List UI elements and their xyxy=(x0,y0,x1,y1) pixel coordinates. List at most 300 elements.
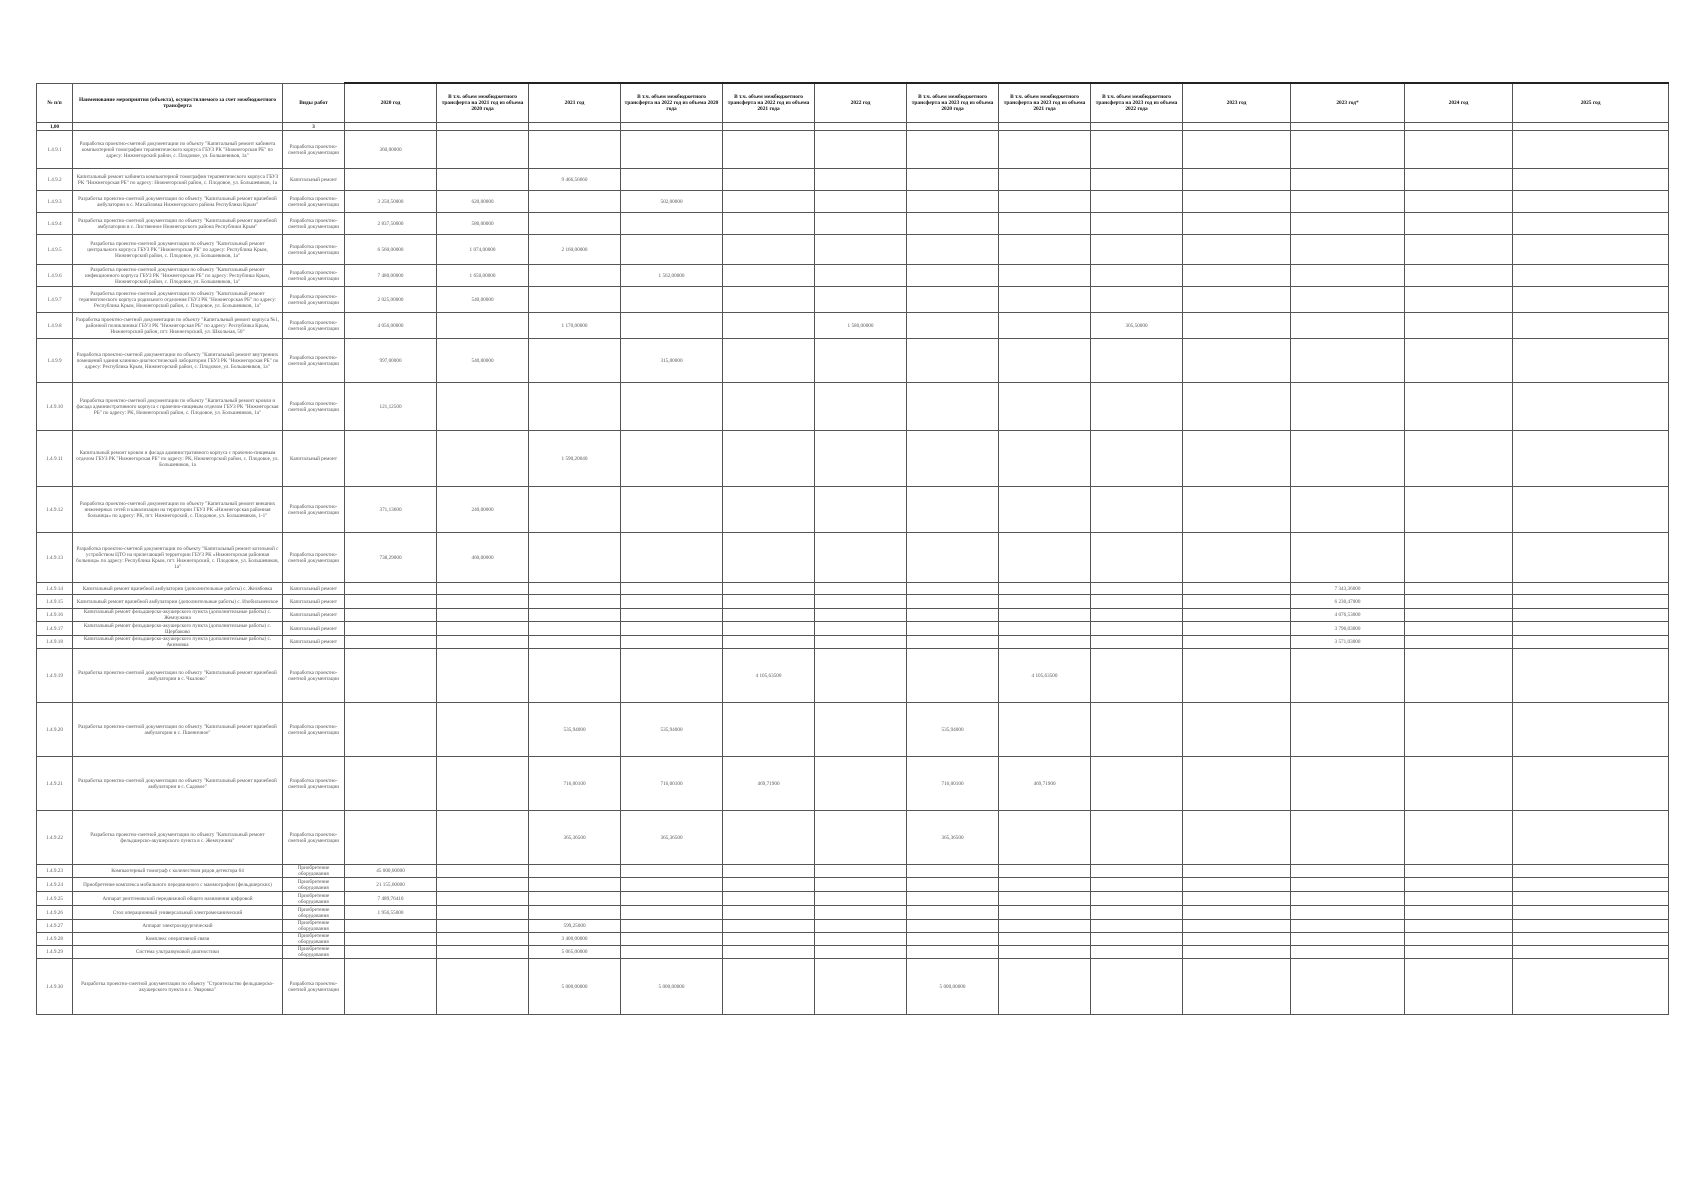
row-value xyxy=(1405,431,1513,487)
row-value xyxy=(999,213,1091,235)
row-value xyxy=(1405,265,1513,287)
row-value xyxy=(1291,757,1405,811)
row-value xyxy=(999,609,1091,622)
row-value xyxy=(1183,636,1291,649)
row-value xyxy=(1513,622,1669,636)
row-name: Разработка проектно-сметной документации по объекту "Строительство фельдшерско-акушерского пункта в с. Уваровка" xyxy=(73,959,283,1015)
row-value xyxy=(1513,906,1669,920)
row-value xyxy=(999,191,1091,213)
row-value xyxy=(1291,265,1405,287)
row-value: 6 560,00000 xyxy=(345,235,437,265)
col-type-header: Виды работ xyxy=(283,83,345,123)
row-value xyxy=(907,169,999,191)
row-name: Разработка проектно-сметной документации по объекту "Капитальный ремонт инфекционного корпуса ГБУЗ РК "Нижнегорская РБ" по адресу: Республика Крым, Нижнегорский район, с. Плодовое, ул. Большевиков, 1а" xyxy=(73,265,283,287)
row-value xyxy=(621,383,723,431)
row-value xyxy=(815,636,907,649)
table-row xyxy=(37,583,1669,595)
row-value xyxy=(345,609,437,622)
row-value xyxy=(999,892,1091,906)
table-row xyxy=(37,906,1669,920)
row-value xyxy=(1291,811,1405,865)
row-value xyxy=(999,933,1091,946)
row-value xyxy=(437,595,529,609)
row-value xyxy=(345,920,437,933)
row-name: Капитальный ремонт врачебной амбулатории (дополнительные работы) с. Желябовка xyxy=(73,583,283,595)
row-value xyxy=(1091,169,1183,191)
row-number: 1.4.9.7 xyxy=(37,287,73,313)
row-value xyxy=(723,811,815,865)
row-value xyxy=(815,583,907,595)
row-name: Капитальный ремонт кровли и фасада административного корпуса с прачечно-пищевым отделом ГБУЗ РК "Нижнегорская РБ" по адресу: РК, Нижнегорский район, с. Плодовое, ул. Большевиков, 1а xyxy=(73,431,283,487)
row-number: 1.4.9.23 xyxy=(37,865,73,878)
row-value xyxy=(529,191,621,213)
row-value xyxy=(1291,169,1405,191)
table-row xyxy=(37,339,1669,383)
row-name: Стол операционный универсальный электромеханический xyxy=(73,906,283,920)
col-incl2023b-header: В т.ч. объем межбюджетного трансферта на 2023 год из объема 2021 года xyxy=(999,83,1091,123)
row-value xyxy=(1405,383,1513,431)
budget-table-sheet xyxy=(36,78,1668,1015)
row-work-type: Разработка проектно-сметной документации xyxy=(283,287,345,313)
row-value xyxy=(529,649,621,703)
row-name: Разработка проектно-сметной документации по объекту "Капитальный ремонт корпуса №1, районной поликлиники ГБУЗ РК "Нижнегорская РБ" по адресу: Республика Крым, Нижнегорский район, пгт. Нижнегорский, ул. Школьная, 50" xyxy=(73,313,283,339)
row-value xyxy=(1183,609,1291,622)
row-value xyxy=(1405,583,1513,595)
row-value xyxy=(437,906,529,920)
row-value xyxy=(529,878,621,892)
row-value xyxy=(621,878,723,892)
row-value xyxy=(529,636,621,649)
row-value xyxy=(345,636,437,649)
row-value xyxy=(1291,533,1405,583)
row-value xyxy=(1183,946,1291,959)
row-value xyxy=(999,487,1091,533)
table-row xyxy=(37,811,1669,865)
row-work-type: Разработка проектно-сметной документации xyxy=(283,959,345,1015)
row-name: Разработка проектно-сметной документации по объекту "Капитальный ремонт внутренних помещений здания клинико-диагностической лаборатории ГБУЗ РК "Нижнегорская РБ" по адресу: Республика Крым, Нижнегорский район, с. Плодовое, ул. Большевиков, 1а" xyxy=(73,339,283,383)
row-value xyxy=(907,431,999,487)
row-value xyxy=(1405,636,1513,649)
row-value xyxy=(1291,959,1405,1015)
row-value xyxy=(723,169,815,191)
row-value xyxy=(999,265,1091,287)
row-number: 1.4.9.16 xyxy=(37,609,73,622)
row-name: Разработка проектно-сметной документации по объекту "Капитальный ремонт врачебной амбулатории в с. Садовое" xyxy=(73,757,283,811)
row-value xyxy=(723,383,815,431)
row-value xyxy=(999,533,1091,583)
row-value xyxy=(999,383,1091,431)
row-value xyxy=(1291,892,1405,906)
row-value: 3 571,03000 xyxy=(1291,636,1405,649)
row-value xyxy=(815,487,907,533)
row-value: 1 650,00000 xyxy=(437,265,529,287)
row-value xyxy=(437,169,529,191)
row-value xyxy=(1405,213,1513,235)
row-work-type: Приобретение оборудования xyxy=(283,865,345,878)
row-value xyxy=(1405,649,1513,703)
row-value xyxy=(1091,487,1183,533)
row-value xyxy=(815,383,907,431)
row-value xyxy=(437,636,529,649)
row-work-type: Разработка проектно-сметной документации xyxy=(283,313,345,339)
row-name: Разработка проектно-сметной документации по объекту "Капитальный ремонт внешних инженерных сетей и канализации на территории ГБУЗ РК «Нижнегорская районная больница» по адресу: РК, пгт. Нижнегорский, с. Плодовое, ул. Большевиков, 1-1" xyxy=(73,487,283,533)
row-value xyxy=(723,313,815,339)
row-value xyxy=(723,265,815,287)
row-value xyxy=(1183,265,1291,287)
row-work-type: Разработка проектно-сметной документации xyxy=(283,131,345,169)
row-value xyxy=(723,892,815,906)
row-value xyxy=(815,946,907,959)
row-number: 1.4.9.22 xyxy=(37,811,73,865)
row-value: 3 250,50000 xyxy=(345,191,437,213)
row-value xyxy=(1405,878,1513,892)
row-value xyxy=(1183,287,1291,313)
row-value xyxy=(815,920,907,933)
row-name: Разработка проектно-сметной документации по объекту "Капитальный ремонт врачебной амбулатории в с. Лиственное Нижнегорского района Республики Крым" xyxy=(73,213,283,235)
row-value xyxy=(1183,487,1291,533)
row-value: 997,00000 xyxy=(345,339,437,383)
table-row xyxy=(37,959,1669,1015)
row-value xyxy=(1183,595,1291,609)
row-number: 1.4.9.13 xyxy=(37,533,73,583)
row-value xyxy=(529,339,621,383)
row-value xyxy=(621,649,723,703)
row-value xyxy=(907,383,999,431)
col-2020-header: 2020 год xyxy=(345,83,437,123)
row-value xyxy=(1405,169,1513,191)
row-value: 535,94000 xyxy=(907,703,999,757)
row-value: 540,00000 xyxy=(437,339,529,383)
row-value xyxy=(529,287,621,313)
row-number: 1.4.9.3 xyxy=(37,191,73,213)
row-value: 2 160,00000 xyxy=(529,235,621,265)
row-value xyxy=(1291,383,1405,431)
row-value xyxy=(907,533,999,583)
table-row xyxy=(37,609,1669,622)
row-value xyxy=(437,703,529,757)
row-value xyxy=(1513,946,1669,959)
row-value: 716,00100 xyxy=(529,757,621,811)
col-2023-header: 2023 год xyxy=(1183,83,1291,123)
row-value xyxy=(621,609,723,622)
row-name: Аппарат электрохирургический xyxy=(73,920,283,933)
row-value xyxy=(1291,213,1405,235)
col-incl2023a-header: В т.ч. объем межбюджетного трансферта на 2023 год из объема 2020 года xyxy=(907,83,999,123)
row-value xyxy=(1405,811,1513,865)
row-value: 469,71900 xyxy=(999,757,1091,811)
col-incl2022b-header: В т.ч. объем межбюджетного трансферта на 2022 год из объема 2021 года xyxy=(723,83,815,123)
col-incl2022a-header: В т.ч. объем межбюджетного трансферта на 2022 год из объема 2020 года xyxy=(621,83,723,123)
row-value: 365,36500 xyxy=(529,811,621,865)
row-value xyxy=(1183,313,1291,339)
row-value xyxy=(999,636,1091,649)
row-value xyxy=(723,920,815,933)
row-value: 365,36500 xyxy=(621,811,723,865)
row-value xyxy=(529,583,621,595)
row-work-type: Разработка проектно-сметной документации xyxy=(283,235,345,265)
row-value xyxy=(999,287,1091,313)
table-row xyxy=(37,131,1669,169)
table-row xyxy=(37,622,1669,636)
row-value xyxy=(1513,131,1669,169)
row-value xyxy=(1091,636,1183,649)
row-name: Разработка проектно-сметной документации по объекту "Капитальный ремонт врачебной амбулатории в с. Пшеничное" xyxy=(73,703,283,757)
row-value xyxy=(815,595,907,609)
row-value xyxy=(1513,609,1669,622)
row-value: 5 000,00000 xyxy=(621,959,723,1015)
row-value xyxy=(1513,865,1669,878)
row-value: 9 466,56660 xyxy=(529,169,621,191)
row-value xyxy=(723,636,815,649)
row-value xyxy=(1291,487,1405,533)
row-value xyxy=(345,946,437,959)
row-value xyxy=(1291,287,1405,313)
row-value xyxy=(815,169,907,191)
header-row xyxy=(37,83,1669,123)
row-value xyxy=(529,906,621,920)
row-name: Разработка проектно-сметной документации по объекту "Капитальный ремонт центрального корпуса ГБУЗ РК "Нижнегорская РБ" по адресу: Республика Крым, Нижнегорский район, с. Плодовое, ул. Большевиков, 1а" xyxy=(73,235,283,265)
row-value xyxy=(1405,892,1513,906)
row-name: Разработка проектно-сметной документации по объекту "Капитальный ремонт врачебной амбулатории в с. Чкалово" xyxy=(73,649,283,703)
row-value xyxy=(621,892,723,906)
row-value xyxy=(723,131,815,169)
row-value xyxy=(1183,906,1291,920)
row-value xyxy=(723,339,815,383)
row-value: 7 480,00000 xyxy=(345,265,437,287)
row-value xyxy=(1091,265,1183,287)
row-value xyxy=(815,131,907,169)
row-value: 535,94000 xyxy=(621,703,723,757)
row-value xyxy=(815,878,907,892)
row-value: 1 074,00000 xyxy=(437,235,529,265)
row-value xyxy=(815,959,907,1015)
row-value xyxy=(815,235,907,265)
row-value xyxy=(723,583,815,595)
row-value xyxy=(907,487,999,533)
row-work-type: Приобретение оборудования xyxy=(283,892,345,906)
row-value xyxy=(999,811,1091,865)
row-value xyxy=(815,431,907,487)
row-number: 1.4.9.30 xyxy=(37,959,73,1015)
row-value xyxy=(1183,865,1291,878)
row-value xyxy=(723,906,815,920)
row-value: 2 837,50000 xyxy=(345,213,437,235)
row-work-type: Разработка проектно-сметной документации xyxy=(283,265,345,287)
row-number: 1.4.9.10 xyxy=(37,383,73,431)
row-value xyxy=(723,878,815,892)
row-value xyxy=(815,892,907,906)
table-row xyxy=(37,169,1669,191)
row-value xyxy=(1091,865,1183,878)
table-row xyxy=(37,533,1669,583)
row-value xyxy=(1513,583,1669,595)
row-value xyxy=(907,946,999,959)
row-value xyxy=(529,265,621,287)
row-value xyxy=(1513,757,1669,811)
row-value xyxy=(437,609,529,622)
row-value xyxy=(1183,959,1291,1015)
row-value xyxy=(723,865,815,878)
row-value xyxy=(1405,703,1513,757)
row-value: 580,00000 xyxy=(437,213,529,235)
row-value xyxy=(1405,339,1513,383)
row-value xyxy=(1291,703,1405,757)
table-body xyxy=(37,131,1669,1015)
row-value xyxy=(1183,191,1291,213)
row-value xyxy=(1513,920,1669,933)
row-value xyxy=(907,933,999,946)
row-value xyxy=(907,636,999,649)
row-value: 371,13600 xyxy=(345,487,437,533)
row-value xyxy=(1091,583,1183,595)
row-name: Капитальный ремонт фельдшерско-акушерского пункта (дополнительные работы) с. Щербаково xyxy=(73,622,283,636)
row-value xyxy=(1091,431,1183,487)
row-value xyxy=(999,235,1091,265)
row-value xyxy=(437,878,529,892)
row-name: Разработка проектно-сметной документации по объекту "Капитальный ремонт котельной с устройством ЦТО на прилегающей территории ГБУЗ РК «Нижнегорская районная больница» по адресу: Республика Крым, пгт. Нижнегорский, с. Плодовое, ул. Большевиков, 1а" xyxy=(73,533,283,583)
row-value xyxy=(345,595,437,609)
row-value xyxy=(1091,191,1183,213)
row-work-type: Приобретение оборудования xyxy=(283,946,345,959)
row-value xyxy=(345,431,437,487)
row-value xyxy=(1513,892,1669,906)
row-value xyxy=(621,131,723,169)
row-number: 1.4.9.2 xyxy=(37,169,73,191)
row-number: 1.4.9.12 xyxy=(37,487,73,533)
row-value xyxy=(723,235,815,265)
row-value xyxy=(1091,213,1183,235)
row-number: 1.4.9.14 xyxy=(37,583,73,595)
row-work-type: Капитальный ремонт xyxy=(283,583,345,595)
row-value xyxy=(345,959,437,1015)
row-value xyxy=(1513,191,1669,213)
row-value: 4 105,63500 xyxy=(999,649,1091,703)
row-work-type: Капитальный ремонт xyxy=(283,636,345,649)
row-value xyxy=(621,235,723,265)
col-2024-header: 2024 год xyxy=(1405,83,1513,123)
row-value xyxy=(1091,649,1183,703)
col-incl2023c-header: В т.ч. объем межбюджетного трансферта на 2023 год из объема 2022 года xyxy=(1091,83,1183,123)
row-name: Аппарат рентгеновский передвижной общего назначения цифровой xyxy=(73,892,283,906)
row-value xyxy=(723,946,815,959)
table-row xyxy=(37,946,1669,959)
row-value xyxy=(437,757,529,811)
row-value xyxy=(1183,213,1291,235)
row-work-type: Разработка проектно-сметной документации xyxy=(283,703,345,757)
row-name: Разработка проектно-сметной документации по объекту "Капитальный ремонт терапевтического корпуса родильного отделения ГБУЗ РК "Нижнегорская РБ" по адресу: Республика Крым, Нижнегорский район, с. Плодовое, ул. Большевиков, 1а" xyxy=(73,287,283,313)
row-value: 716,00100 xyxy=(621,757,723,811)
row-value: 1 170,00000 xyxy=(529,313,621,339)
table-row xyxy=(37,191,1669,213)
row-value xyxy=(723,287,815,313)
row-value xyxy=(1513,649,1669,703)
row-name: Капитальный ремонт врачебной амбулатории (дополнительные работы) с. Изобильненское xyxy=(73,595,283,609)
row-value xyxy=(999,595,1091,609)
row-value: 535,94000 xyxy=(529,703,621,757)
row-value xyxy=(621,906,723,920)
numbering-cell-3: 3 xyxy=(283,123,345,131)
row-value xyxy=(621,213,723,235)
row-work-type: Приобретение оборудования xyxy=(283,906,345,920)
row-value xyxy=(1405,757,1513,811)
row-value xyxy=(1183,892,1291,906)
row-value xyxy=(815,287,907,313)
row-value xyxy=(437,583,529,595)
row-value xyxy=(1513,878,1669,892)
row-value xyxy=(907,191,999,213)
row-value xyxy=(529,622,621,636)
row-number: 1.4.9.4 xyxy=(37,213,73,235)
col-2025-header: 2025 год xyxy=(1513,83,1669,123)
row-value xyxy=(345,169,437,191)
row-value: 469,71900 xyxy=(723,757,815,811)
row-value xyxy=(1513,636,1669,649)
row-value xyxy=(1183,131,1291,169)
row-number: 1.4.9.9 xyxy=(37,339,73,383)
row-value: 365,36500 xyxy=(907,811,999,865)
row-value xyxy=(815,933,907,946)
row-value xyxy=(1091,906,1183,920)
row-value xyxy=(907,920,999,933)
row-value xyxy=(723,487,815,533)
row-value xyxy=(1513,533,1669,583)
row-value: 121,12500 xyxy=(345,383,437,431)
row-value xyxy=(723,595,815,609)
row-value xyxy=(1405,235,1513,265)
row-value xyxy=(1291,878,1405,892)
row-value xyxy=(1091,339,1183,383)
row-value xyxy=(1291,933,1405,946)
row-value xyxy=(1183,757,1291,811)
table-row xyxy=(37,892,1669,906)
row-value xyxy=(437,959,529,1015)
budget-table xyxy=(36,78,1669,1015)
table-row xyxy=(37,865,1669,878)
row-value: 4 056,00000 xyxy=(345,313,437,339)
row-value xyxy=(1183,235,1291,265)
row-value xyxy=(345,583,437,595)
row-value xyxy=(529,213,621,235)
table-row xyxy=(37,313,1669,339)
row-value xyxy=(1513,235,1669,265)
row-value xyxy=(1091,892,1183,906)
row-value xyxy=(1405,287,1513,313)
row-value xyxy=(1513,703,1669,757)
row-number: 1.4.9.15 xyxy=(37,595,73,609)
row-value xyxy=(907,865,999,878)
row-work-type: Приобретение оборудования xyxy=(283,878,345,892)
row-value xyxy=(621,313,723,339)
row-value xyxy=(815,622,907,636)
col-num-header: № п/п xyxy=(37,83,73,123)
numbering-cell-2 xyxy=(73,123,283,131)
row-value xyxy=(1183,622,1291,636)
row-work-type: Приобретение оборудования xyxy=(283,933,345,946)
row-value xyxy=(1291,431,1405,487)
row-value xyxy=(621,622,723,636)
row-value xyxy=(345,757,437,811)
row-value xyxy=(999,878,1091,892)
row-work-type: Разработка проектно-сметной документации xyxy=(283,487,345,533)
row-value xyxy=(999,339,1091,383)
row-value: 240,00000 xyxy=(437,487,529,533)
row-value xyxy=(907,213,999,235)
table-row xyxy=(37,757,1669,811)
table-row xyxy=(37,213,1669,235)
row-value xyxy=(815,339,907,383)
row-value xyxy=(529,131,621,169)
row-value xyxy=(621,287,723,313)
